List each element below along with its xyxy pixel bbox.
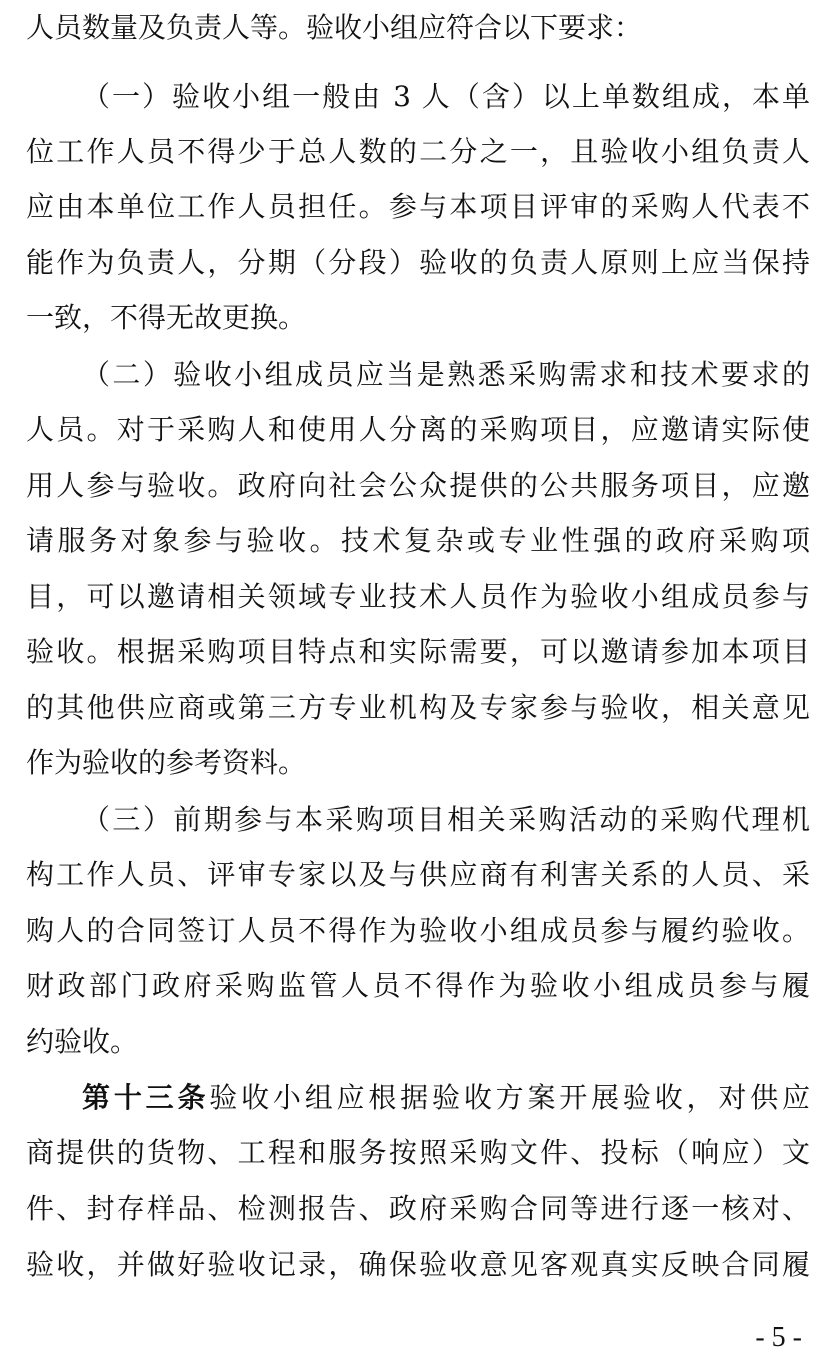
text-line: 人员数量及负责人等。验收小组应符合以下要求： xyxy=(26,11,643,44)
page-number: - 5 - xyxy=(755,1322,802,1353)
text-line: 的其他供应商或第三方专业机构及专家参与验收，相关意见 xyxy=(26,691,810,724)
text-line: 商提供的货物、工程和服务按照采购文件、投标（响应）文 xyxy=(26,1136,810,1169)
text-line: 目，可以邀请相关领域专业技术人员作为验收小组成员参与 xyxy=(26,580,810,613)
text-line: 人员。对于采购人和使用人分离的采购项目，应邀请实际使 xyxy=(26,413,810,446)
text-line: 构工作人员、评审专家以及与供应商有利害关系的人员、采 xyxy=(26,858,810,891)
article-text: 验收小组应根据验收方案开展验收，对供应 xyxy=(209,1081,810,1114)
text-line: 验收，并做好验收记录，确保验收意见客观真实反映合同履 xyxy=(26,1248,810,1281)
article-heading: 第十三条 xyxy=(82,1081,210,1114)
text-line: 约验收。 xyxy=(26,1025,139,1058)
text-line: 购人的合同签订人员不得作为验收小组成员参与履约验收。 xyxy=(26,914,810,947)
text-line: 财政部门政府采购监管人员不得作为验收小组成员参与履 xyxy=(26,969,810,1002)
text-line: 请服务对象参与验收。技术复杂或专业性强的政府采购项 xyxy=(26,524,810,557)
text-line: 位工作人员不得少于总人数的二分之一，且验收小组负责人 xyxy=(26,135,810,168)
text-line: 作为验收的参考资料。 xyxy=(26,746,307,779)
text-line: 一致，不得无故更换。 xyxy=(26,301,307,334)
text-line: 应由本单位工作人员担任。参与本项目评审的采购人代表不 xyxy=(26,190,810,223)
text-line: （三）前期参与本采购项目相关采购活动的采购代理机 xyxy=(82,803,810,836)
text-line: 验收。根据采购项目特点和实际需要，可以邀请参加本项目 xyxy=(26,635,810,668)
text-line: （一）验收小组一般由 3 人（含）以上单数组成，本单 xyxy=(82,80,810,113)
text-line: 能作为负责人，分期（分段）验收的负责人原则上应当保持 xyxy=(26,246,810,279)
text-line: 用人参与验收。政府向社会公众提供的公共服务项目，应邀 xyxy=(26,469,810,502)
text-line: （二）验收小组成员应当是熟悉采购需求和技术要求的 xyxy=(82,358,810,391)
article-line xyxy=(82,1078,810,1118)
text-line: 件、封存样品、检测报告、政府采购合同等进行逐一核对、 xyxy=(26,1192,810,1225)
